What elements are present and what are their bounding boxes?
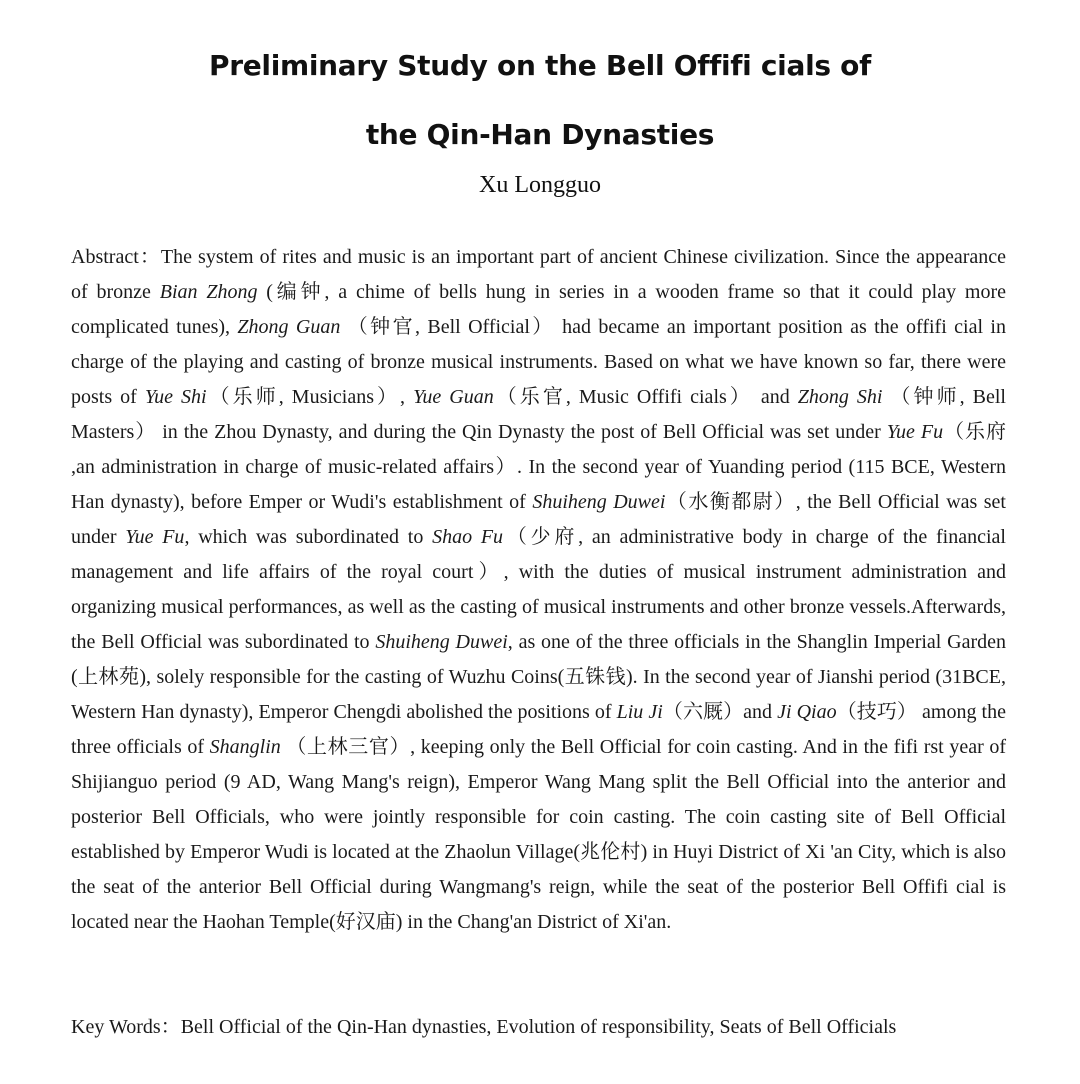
- keywords-label: Key Words：: [71, 1016, 181, 1038]
- abstract-text: （六厩）and: [662, 701, 778, 723]
- term-zhong-shi: Zhong Shi: [797, 386, 883, 408]
- term-shuiheng-duwei: Shuiheng Duwei: [532, 491, 666, 513]
- abstract-text: , which was subordinated to: [184, 526, 433, 548]
- abstract-text: （乐官, Music Offifi cials） and: [493, 386, 798, 408]
- keywords-text: Bell Official of the Qin-Han dynasties, Evolution of responsibility, Seats of Bell Officials: [180, 1016, 897, 1038]
- paper-title-line-2: the Qin-Han Dynasties: [365, 118, 715, 151]
- paper-title-line-1: Preliminary Study on the Bell Offifi cials of: [208, 49, 871, 82]
- abstract-text: , as one of the three officials in the Shanglin Imperial Garden (上林苑), solely responsible for the casting of Wuzhu Coins(五铢钱). In the second year of Jianshi period (31BCE, Western Han dynasty), Emperor Chengdi abolished the positions of: [71, 631, 1006, 723]
- term-ji-qiao: Ji Qiao: [777, 701, 837, 723]
- term-shuiheng-duwei: Shuiheng Duwei: [375, 631, 508, 653]
- term-yue-fu: Yue Fu: [886, 421, 944, 443]
- term-shao-fu: Shao Fu: [432, 526, 504, 548]
- abstract-text: （钟师, Bell Masters） in the Zhou Dynasty, and during the Qin Dynasty the post of Bell Official was set under: [71, 386, 1006, 443]
- abstract-text: （钟官, Bell Official） had became an important position as the offifi cial in charge of the playing and casting of bronze musical instruments. Based on what we have known so far, there were posts of: [71, 316, 1006, 408]
- abstract-paragraph: [71, 240, 1006, 940]
- abstract-text: The system of rites and music is an important part of ancient Chinese civilization. Since the appearance of bronze: [71, 246, 1006, 303]
- abstract-text: （上林三官）, keeping only the Bell Official for coin casting. And in the fifi rst year of Shijianguo period (9 AD, Wang Mang's reign), Emperor Wang Mang split the Bell Official into the anterior and posterior Bell Officials, who were jointly responsible for coin casting. The coin casting site of Bell Official established by Emperor Wudi is located at the Zhaolun Village(兆伦村) in Huyi District of Xi 'an City, which is also the seat of the anterior Bell Official during Wangmang's reign, while the seat of the posterior Bell Offifi cial is located near the Haohan Temple(好汉庙) in the Chang'an District of Xi'an.: [71, 736, 1007, 933]
- abstract-text: （少府, an administrative body in charge of the financial management and life affairs of the royal court）, with the duties of musical instrument administration and organizing musical performances, as well as the casting of musical instruments and other bronze vessels.Afterwards, the Bell Official was subordinated to: [71, 526, 1006, 653]
- abstract-text: （水衡都尉）, the Bell Official was set under: [71, 491, 1006, 548]
- term-yue-shi: Yue Shi: [144, 386, 207, 408]
- term-zhong-guan: Zhong Guan: [237, 316, 341, 338]
- term-bian-zhong: Bian Zhong: [159, 281, 258, 303]
- abstract-label: Abstract：: [71, 246, 161, 268]
- abstract-text: (编钟, a chime of bells hung in series in a wooden frame so that it could play more complicated tunes),: [71, 281, 1006, 338]
- term-yue-guan: Yue Guan: [413, 386, 494, 408]
- abstract-text: （乐师, Musicians）,: [206, 386, 414, 408]
- term-yue-fu: Yue Fu: [125, 526, 185, 548]
- abstract-text: （技巧） among the three officials of: [71, 701, 1006, 758]
- term-shanglin: Shanglin: [209, 736, 281, 758]
- author-name: Xu Longguo: [479, 172, 601, 198]
- keywords-line: [71, 1010, 1021, 1045]
- term-liu-ji: Liu Ji: [616, 701, 663, 723]
- abstract-text: （乐府 ,an administration in charge of music-related affairs）. In the second year of Yuanding period (115 BCE, Western Han dynasty), before Emper or Wudi's establishment of: [71, 421, 1006, 513]
